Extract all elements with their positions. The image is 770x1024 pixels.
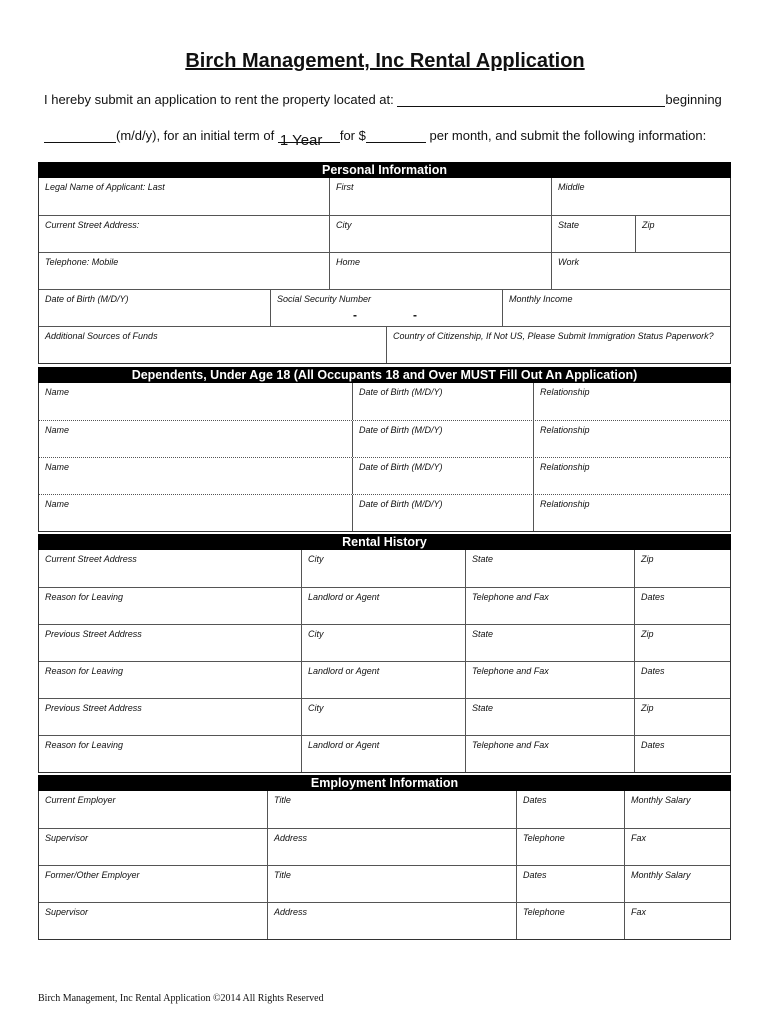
field-label: Date of Birth (M/D/Y)	[359, 387, 443, 397]
field-label: Name	[45, 425, 70, 435]
term-value: 1 Year	[279, 132, 323, 149]
personal-information-table	[38, 178, 731, 364]
date-of-birth-field[interactable]	[39, 290, 270, 326]
employer-telephone-field[interactable]	[516, 829, 624, 865]
field-label: Fax	[631, 907, 647, 917]
field-label: Dates	[641, 666, 665, 676]
table-row	[39, 252, 730, 289]
current-employer-field[interactable]	[39, 791, 267, 828]
field-label: Dates	[641, 592, 665, 602]
additional-funds-field[interactable]	[39, 327, 386, 363]
rental-zip-field[interactable]	[634, 550, 732, 587]
table-row	[39, 735, 730, 772]
landlord-field[interactable]	[301, 588, 465, 624]
first-name-field[interactable]	[329, 178, 551, 215]
field-label: Supervisor	[45, 833, 89, 843]
field-label: Telephone and Fax	[472, 592, 549, 602]
field-label: Title	[274, 870, 291, 880]
intro-text: I hereby submit an application to rent the property located at:	[44, 92, 394, 107]
personal-information-header: Personal Information	[38, 162, 731, 178]
rental-state-field[interactable]	[465, 625, 634, 661]
reason-for-leaving-field[interactable]	[39, 588, 301, 624]
field-label: Zip	[642, 220, 655, 230]
employer-address-field[interactable]	[267, 829, 516, 865]
citizenship-field[interactable]	[386, 327, 732, 363]
home-phone-field[interactable]	[329, 253, 551, 289]
field-label: Work	[558, 257, 579, 267]
field-label: Dates	[523, 870, 547, 880]
landlord-field[interactable]	[301, 736, 465, 772]
table-row	[39, 494, 730, 531]
field-label: Dates	[641, 740, 665, 750]
table-row	[39, 828, 730, 865]
field-label: Name	[45, 387, 70, 397]
field-label: Zip	[641, 629, 654, 639]
telephone-fax-field[interactable]	[465, 662, 634, 698]
field-label: City	[308, 703, 324, 713]
field-label: Legal Name of Applicant: Last	[45, 182, 165, 192]
field-label: Reason for Leaving	[45, 740, 124, 750]
dates-field[interactable]	[634, 588, 732, 624]
start-date-field[interactable]	[44, 142, 116, 143]
ssn-separator: -	[353, 308, 357, 322]
field-label: Fax	[631, 833, 647, 843]
table-row	[39, 289, 730, 326]
table-row	[39, 661, 730, 698]
field-label: Middle	[558, 182, 585, 192]
rental-history-header: Rental History	[38, 534, 731, 550]
field-label: State	[558, 220, 580, 230]
field-label: City	[308, 554, 324, 564]
rental-zip-field[interactable]	[634, 699, 732, 735]
monthly-income-field[interactable]	[502, 290, 732, 326]
current-street-field[interactable]	[39, 550, 301, 587]
field-label: Zip	[641, 554, 654, 564]
rental-city-field[interactable]	[301, 699, 465, 735]
field-label: Date of Birth (M/D/Y)	[359, 499, 443, 509]
table-row	[39, 624, 730, 661]
intro-date-format: (m/d/y), for an initial term of	[116, 128, 275, 143]
landlord-field[interactable]	[301, 662, 465, 698]
state-field[interactable]	[551, 216, 635, 252]
table-row	[39, 383, 730, 420]
legal-last-name-field[interactable]	[39, 178, 329, 215]
field-label: Home	[336, 257, 361, 267]
dependent-relationship-field[interactable]	[533, 383, 732, 420]
dependent-name-field[interactable]	[39, 383, 352, 420]
intro-line-1	[44, 92, 722, 107]
monthly-salary-field[interactable]	[624, 866, 732, 902]
field-label: Name	[45, 499, 70, 509]
city-field[interactable]	[329, 216, 551, 252]
table-row	[39, 791, 730, 828]
intro-per-month: per month, and submit the following information:	[429, 128, 707, 143]
dependent-relationship-field[interactable]	[533, 421, 732, 457]
field-label: Relationship	[540, 499, 590, 509]
ssn-separator: -	[413, 308, 417, 322]
intro-line-2	[44, 128, 707, 149]
rental-history-table	[38, 550, 731, 773]
job-title-field[interactable]	[267, 866, 516, 902]
former-employer-field[interactable]	[39, 866, 267, 902]
field-label: City	[336, 220, 352, 230]
term-field[interactable]	[278, 132, 340, 149]
field-label: Additional Sources of Funds	[45, 331, 158, 341]
field-label: Telephone	[523, 907, 565, 917]
table-row	[39, 215, 730, 252]
page-title: Birch Management, Inc Rental Application	[185, 50, 585, 72]
dependent-dob-field[interactable]	[352, 458, 533, 494]
employer-fax-field[interactable]	[624, 903, 732, 939]
table-row	[39, 457, 730, 494]
field-label: Supervisor	[45, 907, 89, 917]
dependent-name-field[interactable]	[39, 421, 352, 457]
field-label: First	[336, 182, 354, 192]
dates-field[interactable]	[634, 662, 732, 698]
field-label: Telephone	[523, 833, 565, 843]
field-label: Current Street Address:	[45, 220, 140, 230]
field-label: Current Employer	[45, 795, 116, 805]
employment-dates-field[interactable]	[516, 791, 624, 828]
field-label: Country of Citizenship, If Not US, Please Submit Immigration Status Paperwork?	[393, 331, 714, 341]
field-label: Telephone and Fax	[472, 740, 549, 750]
work-phone-field[interactable]	[551, 253, 732, 289]
field-label: Monthly Income	[509, 294, 573, 304]
field-label: Monthly Salary	[631, 870, 691, 880]
field-label: Date of Birth (M/D/Y)	[359, 425, 443, 435]
dependent-dob-field[interactable]	[352, 421, 533, 457]
dependents-table	[38, 383, 731, 532]
field-label: Previous Street Address	[45, 629, 142, 639]
field-label: Landlord or Agent	[308, 592, 380, 602]
dependent-dob-field[interactable]	[352, 383, 533, 420]
employment-table	[38, 791, 731, 940]
supervisor-field[interactable]	[39, 903, 267, 939]
field-label: Reason for Leaving	[45, 592, 124, 602]
ssn-field[interactable]	[270, 290, 502, 326]
field-label: Reason for Leaving	[45, 666, 124, 676]
field-label: Telephone and Fax	[472, 666, 549, 676]
street-address-field[interactable]	[39, 216, 329, 252]
reason-for-leaving-field[interactable]	[39, 662, 301, 698]
field-label: Landlord or Agent	[308, 666, 380, 676]
rental-zip-field[interactable]	[634, 625, 732, 661]
job-title-field[interactable]	[267, 791, 516, 828]
property-address-field[interactable]	[397, 106, 665, 107]
field-label: Address	[274, 907, 308, 917]
rent-amount-field[interactable]	[366, 142, 426, 143]
field-label: Former/Other Employer	[45, 870, 140, 880]
field-label: Previous Street Address	[45, 703, 142, 713]
intro-beginning: beginning	[665, 92, 722, 107]
monthly-salary-field[interactable]	[624, 791, 732, 828]
field-label: State	[472, 629, 494, 639]
employment-dates-field[interactable]	[516, 866, 624, 902]
employer-address-field[interactable]	[267, 903, 516, 939]
middle-name-field[interactable]	[551, 178, 732, 215]
field-label: City	[308, 629, 324, 639]
field-label: Address	[274, 833, 308, 843]
previous-street-field[interactable]	[39, 625, 301, 661]
field-label: Name	[45, 462, 70, 472]
field-label: Relationship	[540, 387, 590, 397]
table-row	[39, 326, 730, 363]
field-label: Social Security Number	[277, 294, 372, 304]
rental-city-field[interactable]	[301, 625, 465, 661]
intro-for: for $	[339, 128, 366, 143]
employment-information-header: Employment Information	[38, 775, 731, 791]
rental-state-field[interactable]	[465, 550, 634, 587]
previous-street-field[interactable]	[39, 699, 301, 735]
dependent-dob-field[interactable]	[352, 495, 533, 531]
field-label: Zip	[641, 703, 654, 713]
zip-field[interactable]	[635, 216, 732, 252]
employer-fax-field[interactable]	[624, 829, 732, 865]
field-label: Telephone: Mobile	[45, 257, 119, 267]
field-label: Landlord or Agent	[308, 740, 380, 750]
dependents-header: Dependents, Under Age 18 (All Occupants 18 and Over MUST Fill Out An Application)	[38, 367, 731, 383]
field-label: Relationship	[540, 462, 590, 472]
telephone-fax-field[interactable]	[465, 736, 634, 772]
table-row	[39, 865, 730, 902]
employer-telephone-field[interactable]	[516, 903, 624, 939]
field-label: Date of Birth (M/D/Y)	[359, 462, 443, 472]
field-label: Relationship	[540, 425, 590, 435]
field-label: Title	[274, 795, 291, 805]
table-row	[39, 698, 730, 735]
table-row	[39, 587, 730, 624]
mobile-phone-field[interactable]	[39, 253, 329, 289]
table-row	[39, 902, 730, 939]
field-label: State	[472, 703, 494, 713]
rental-state-field[interactable]	[465, 699, 634, 735]
field-label: Current Street Address	[45, 554, 137, 564]
dependent-relationship-field[interactable]	[533, 458, 732, 494]
rental-city-field[interactable]	[301, 550, 465, 587]
table-row	[39, 550, 730, 587]
dates-field[interactable]	[634, 736, 732, 772]
reason-for-leaving-field[interactable]	[39, 736, 301, 772]
field-label: Date of Birth (M/D/Y)	[45, 294, 129, 304]
footer-copyright: Birch Management, Inc Rental Application ©2014 All Rights Reserved	[38, 993, 324, 1004]
table-row	[39, 178, 730, 215]
table-row	[39, 420, 730, 457]
dependent-name-field[interactable]	[39, 458, 352, 494]
dependent-name-field[interactable]	[39, 495, 352, 531]
dependent-relationship-field[interactable]	[533, 495, 732, 531]
field-label: State	[472, 554, 494, 564]
supervisor-field[interactable]	[39, 829, 267, 865]
field-label: Monthly Salary	[631, 795, 691, 805]
field-label: Dates	[523, 795, 547, 805]
telephone-fax-field[interactable]	[465, 588, 634, 624]
